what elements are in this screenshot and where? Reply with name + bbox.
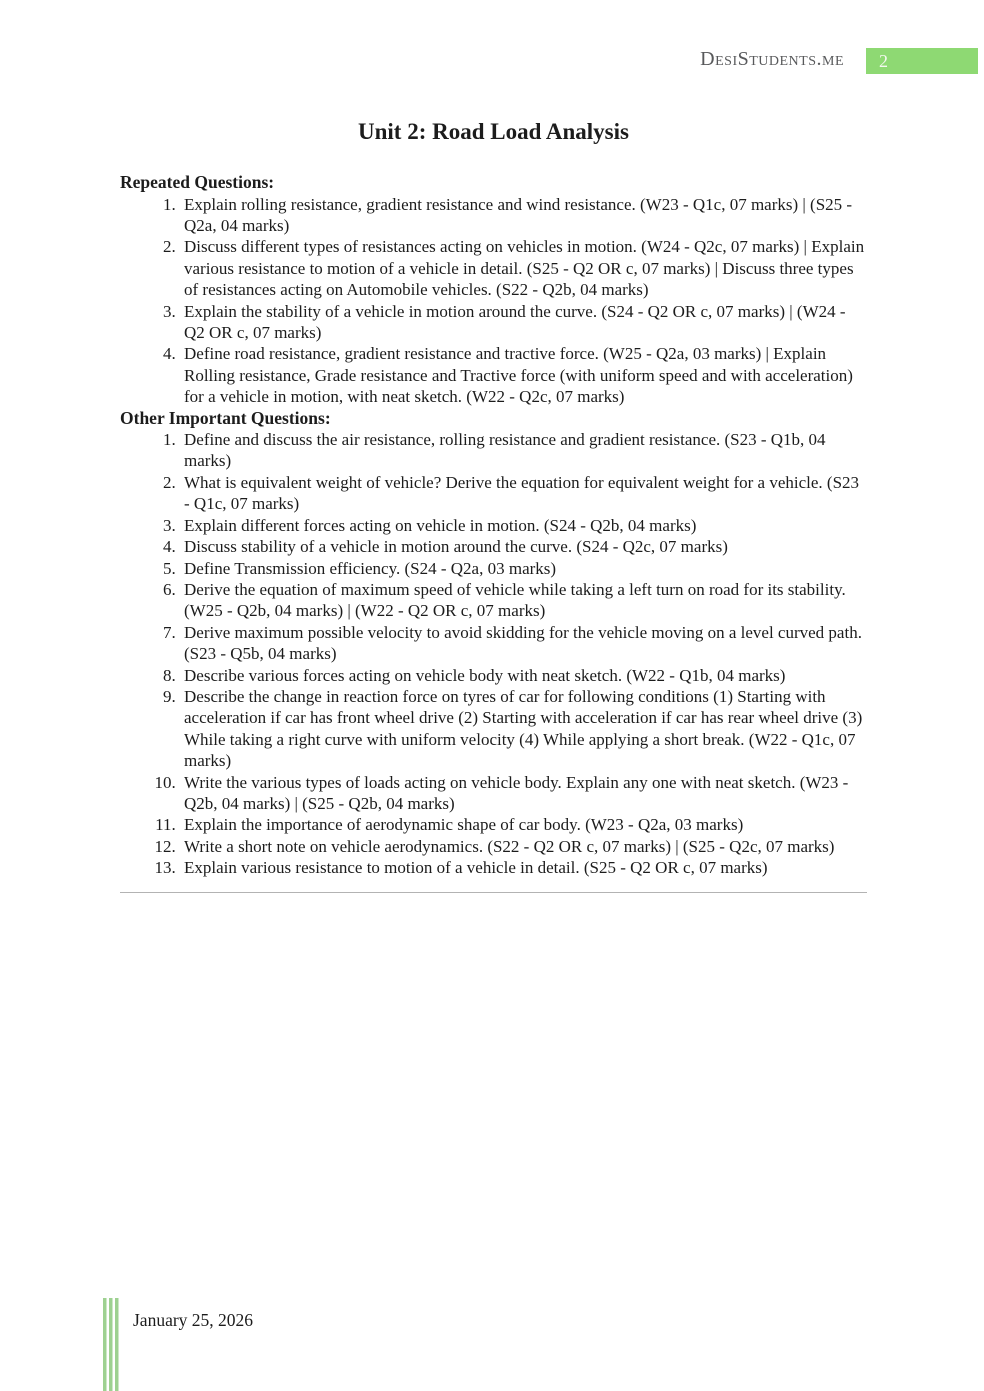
question-item: 3. Explain the stability of a vehicle in motion around the curve. (S24 - Q2 OR c, 07 marks) | (W24 - Q2 OR c, 07 marks) — [180, 301, 867, 344]
other-important-questions-list — [120, 429, 867, 879]
question-item: 1. Define and discuss the air resistance, rolling resistance and gradient resistance. (S23 - Q1b, 04 marks) — [180, 429, 867, 472]
site-name: DesiStudents.me — [700, 48, 844, 70]
footer-date: January 25, 2026 — [133, 1310, 254, 1330]
question-item: 9. Describe the change in reaction force on tyres of car for following conditions (1) Starting with acceleration if car has front wheel drive (2) Starting with acceleration if car has rear wheel drive (3) While taking a right curve with uniform velocity (4) While applying a short break. (W22 - Q1c, 07 marks) — [180, 686, 867, 772]
footer-bars-decoration — [103, 1298, 119, 1391]
question-item: 1. Explain rolling resistance, gradient resistance and wind resistance. (W23 - Q1c, 07 marks) | (S25 - Q2a, 04 marks) — [180, 194, 867, 237]
question-item: 10. Write the various types of loads acting on vehicle body. Explain any one with neat sketch. (W23 - Q2b, 04 marks) | (S25 - Q2b, 04 marks) — [180, 772, 867, 815]
question-item: 5. Define Transmission efficiency. (S24 - Q2a, 03 marks) — [180, 558, 867, 579]
section-heading-other-important-questions: Other Important Questions: — [120, 407, 331, 428]
question-item: 2. What is equivalent weight of vehicle? Derive the equation for equivalent weight for a vehicle. (S23 - Q1c, 07 marks) — [180, 472, 867, 515]
section-divider — [120, 892, 867, 893]
page-number-badge: 2 — [866, 48, 978, 74]
question-item: 11. Explain the importance of aerodynamic shape of car body. (W23 - Q2a, 03 marks) — [180, 814, 867, 835]
section-heading-repeated-questions: Repeated Questions: — [120, 172, 275, 192]
repeated-questions-list — [120, 194, 867, 408]
page-title: Unit 2: Road Load Analysis — [358, 119, 629, 144]
question-item: 3. Explain different forces acting on vehicle in motion. (S24 - Q2b, 04 marks) — [180, 515, 867, 536]
question-item: 2. Discuss different types of resistances acting on vehicles in motion. (W24 - Q2c, 07 marks) | Explain various resistance to motion of a vehicle in detail. (S25 - Q2 OR c, 07 marks) | Discuss three types of resistances acting on Automobile vehicles. (S22 - Q2b, 04 marks) — [180, 236, 867, 300]
question-item: 6. Derive the equation of maximum speed of vehicle while taking a left turn on road for its stability. (W25 - Q2b, 04 marks) | (W22 - Q2 OR c, 07 marks) — [180, 579, 867, 622]
question-item: 7. Derive maximum possible velocity to avoid skidding for the vehicle moving on a level curved path. (S23 - Q5b, 04 marks) — [180, 622, 867, 665]
question-item: 8. Describe various forces acting on vehicle body with neat sketch. (W22 - Q1b, 04 marks) — [180, 665, 867, 686]
question-item: 4. Discuss stability of a vehicle in motion around the curve. (S24 - Q2c, 07 marks) — [180, 536, 867, 557]
question-item: 4. Define road resistance, gradient resistance and tractive force. (W25 - Q2a, 03 marks) | Explain Rolling resistance, Grade resistance and Tractive force (with uniform speed and with acceleration) for a vehicle in motion, with neat sketch. (W22 - Q2c, 07 marks) — [180, 343, 867, 407]
question-item: 12. Write a short note on vehicle aerodynamics. (S22 - Q2 OR c, 07 marks) | (S25 - Q2c, 07 marks) — [180, 836, 867, 857]
document-content — [120, 118, 867, 893]
question-item: 13. Explain various resistance to motion of a vehicle in detail. (S25 - Q2 OR c, 07 marks) — [180, 857, 867, 878]
page-header — [0, 46, 984, 74]
